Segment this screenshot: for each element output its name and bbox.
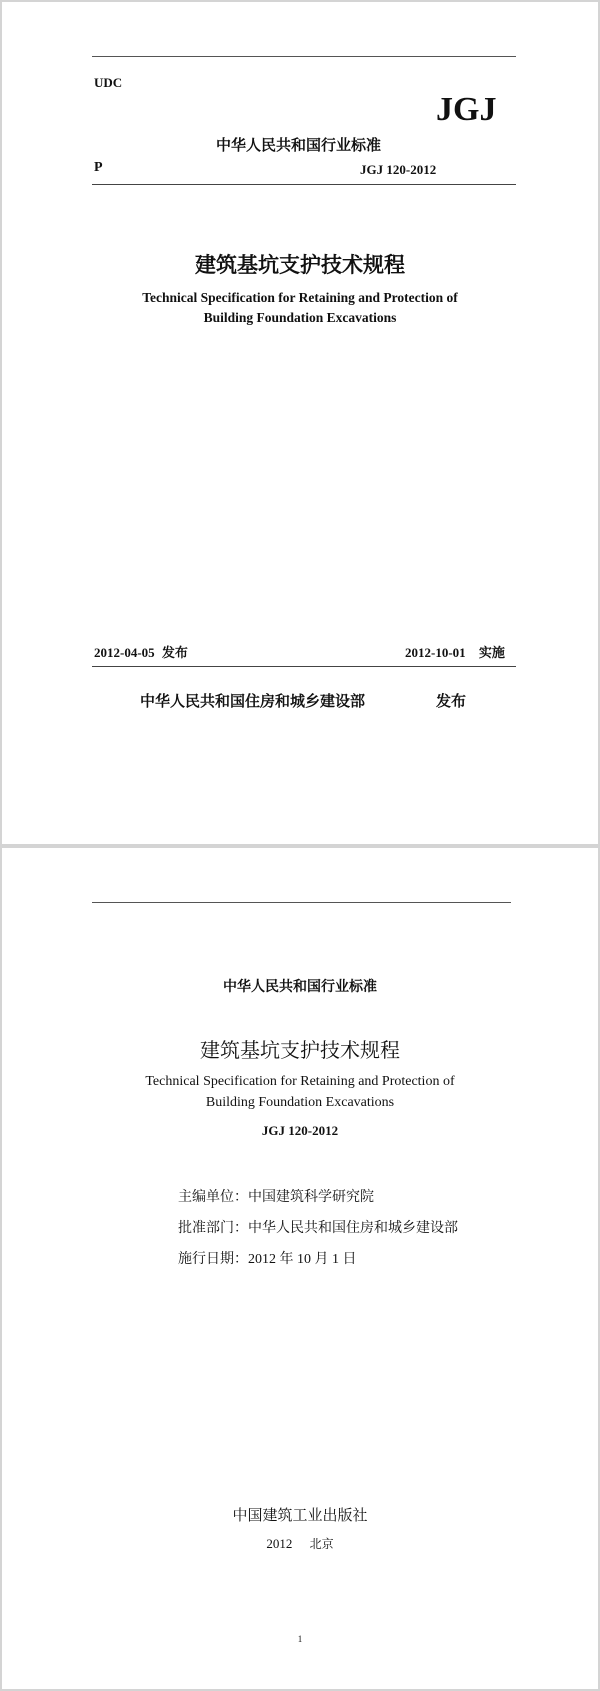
title-page-title-en-line1: Technical Specification for Retaining and Protection of	[145, 1074, 455, 1089]
title-page-industry-standard: 中华人民共和国行业标准	[223, 979, 377, 995]
standard-code: JGJ 120-2012	[360, 162, 437, 177]
title-page-top-rule	[92, 902, 511, 903]
publication-place-year	[2, 1535, 598, 1552]
udc-label: UDC	[94, 75, 123, 90]
publication-city: 北京	[309, 1537, 334, 1551]
publish-label: 发布	[436, 692, 467, 710]
impl-date-value: 2012-10-01	[405, 645, 466, 660]
title-page-title-en-line2: Building Foundation Excavations	[205, 1095, 395, 1110]
page-number: 1	[297, 1634, 303, 1644]
approving-department: 批准部门：中华人民共和国住房和城乡建设部	[178, 1221, 458, 1236]
jgj-logo: JGJ	[436, 91, 497, 128]
editor-unit: 主编单位：中国建筑科学研究院	[178, 1190, 374, 1205]
footer-rule	[92, 666, 516, 667]
implementation-date	[405, 642, 505, 661]
document-title-en-line1: Technical Specification for Retaining and Protection of	[142, 290, 458, 305]
title-page	[2, 848, 598, 1689]
publication-year: 2012	[266, 1536, 293, 1551]
top-rule	[92, 56, 516, 57]
title-page-code: JGJ 120-2012	[261, 1123, 339, 1138]
header-rule	[92, 184, 516, 185]
p-label: P	[94, 160, 103, 175]
effective-date: 施行日期：2012 年 10 月 1 日	[178, 1252, 357, 1267]
title-page-title-cn: 建筑基坑支护技术规程	[200, 1038, 400, 1062]
issuing-ministry: 中华人民共和国住房和城乡建设部	[140, 692, 366, 710]
publisher-name: 中国建筑工业出版社	[232, 1506, 368, 1524]
document-title-en-line2: Building Foundation Excavations	[203, 310, 397, 325]
document-title-cn: 建筑基坑支护技术规程	[195, 253, 405, 277]
issue-label: 发布	[161, 646, 188, 661]
industry-standard-heading: 中华人民共和国行业标准	[216, 136, 382, 154]
cover-page	[2, 2, 598, 844]
issue-date-value: 2012-04-05	[94, 645, 155, 660]
impl-label: 实施	[478, 646, 505, 661]
issue-date	[94, 642, 188, 661]
